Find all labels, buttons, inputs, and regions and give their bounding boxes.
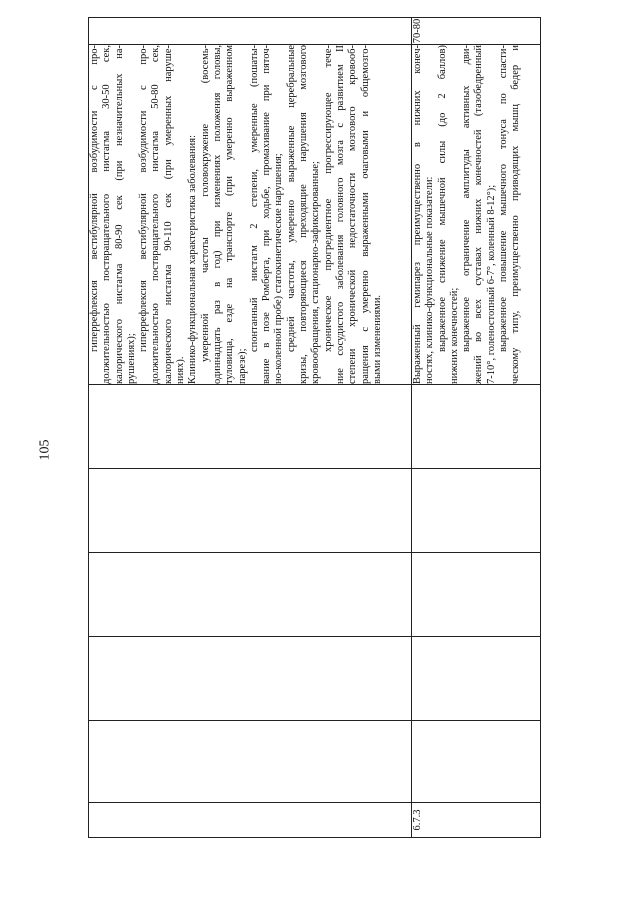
- text-line: Выраженный гемипарез преимущественно в нижних конеч-: [412, 45, 423, 384]
- description-text: [89, 45, 384, 384]
- empty-cell: [412, 469, 541, 553]
- text-line: выраженное повышение мышечного тонуса по спасти-: [498, 45, 510, 352]
- text-line: жений во всех суставах нижних конечностей (тазобедренный: [473, 45, 485, 384]
- item-number: 6.7.3: [412, 809, 423, 831]
- text-line: гиперрефлексия вестибулярной возбудимости с про-: [138, 45, 150, 352]
- text-line: умеренной частоты головокружение (восемь-: [199, 45, 211, 362]
- page-number-text: 105: [37, 439, 52, 461]
- text-line: рушениях);: [125, 333, 137, 384]
- description-cell: [89, 45, 412, 385]
- text-line: должительностью поствращательного нистагма 50-80 сек,: [150, 45, 162, 384]
- text-line: ческому типу, преимущественно приводящих мышц бедер и: [510, 45, 522, 384]
- text-line: ние сосудистого заболевания головного мозга с развитием II: [334, 45, 346, 384]
- text-line: средней частоты, умеренно выраженные церебральные: [285, 45, 297, 352]
- text-line: ностях, клинико-функциональные показатели:: [424, 176, 436, 384]
- text-line: одиннадцать раз в год) при изменениях положения головы,: [211, 45, 223, 384]
- text-line: степени хронической недостаточности мозгового кровооб-: [347, 45, 359, 384]
- text-line: Клинико-функциональная характеристика заболевания:: [187, 134, 199, 384]
- empty-cell: [412, 637, 541, 721]
- empty-cell: [412, 721, 541, 803]
- item-number-cell: [89, 803, 412, 838]
- text-line: калорического нистагма 80-90 сек (при незначительных на-: [113, 45, 125, 384]
- text-line: выраженное ограничение амплитуды активных дви-: [461, 45, 473, 352]
- text-line: выми изменениями.: [371, 294, 383, 384]
- empty-cell: [89, 721, 412, 803]
- empty-cell: [412, 385, 541, 469]
- table-row: [89, 18, 412, 838]
- text-line: ращения с умеренно выраженными очаговыми и общемозго-: [359, 45, 371, 384]
- text-line: хроническое прогредиентное прогрессирующее тече-: [322, 45, 334, 352]
- page-number: [30, 430, 60, 470]
- text-line: 7-10°, голеностопный 6-7°, коленный 8-12°);: [485, 184, 497, 384]
- empty-cell: [412, 553, 541, 637]
- text-line: туловища, езде на транспорте (при умеренно выраженном: [224, 45, 236, 384]
- percent-cell: [89, 18, 412, 45]
- impairment-percent: 70-80: [412, 18, 423, 44]
- empty-cell: [89, 385, 412, 469]
- text-line: выраженное снижение мышечной силы (до 2 баллов): [436, 45, 448, 352]
- description-cell: [412, 45, 541, 385]
- empty-cell: [89, 553, 412, 637]
- percent-cell: [412, 18, 541, 45]
- text-line: вание в позе Ромберга, при ходьбе, промахивание при пяточ-: [261, 45, 273, 384]
- text-line: нижних конечностей;: [448, 287, 460, 384]
- empty-cell: [89, 469, 412, 553]
- empty-cell: [89, 637, 412, 721]
- text-line: должительностью поствращательного нистагма 30-50 сек,: [101, 45, 113, 384]
- text-line: но-коленной пробе) статокинетические нарушения;: [273, 153, 285, 384]
- criteria-table: [88, 17, 541, 838]
- text-line: кризы, повторяющиеся преходящие нарушения мозгового: [298, 45, 310, 384]
- text-line: кровообращения, стационарно-зафиксированные;: [310, 161, 322, 384]
- text-line: спонтанный нистагм 2 степени, умеренные (пошаты-: [248, 45, 260, 352]
- text-line: калорического нистагма 90-110 сек (при умеренных наруше-: [162, 45, 174, 384]
- text-line: ниях).: [175, 356, 187, 384]
- item-number-cell: [412, 803, 541, 838]
- description-text: [412, 45, 523, 384]
- rotated-table-frame: [88, 18, 540, 838]
- text-line: парезе);: [236, 348, 248, 384]
- text-line: гиперрефлексия вестибулярной возбудимости с про-: [89, 45, 100, 352]
- table-row: [412, 18, 541, 838]
